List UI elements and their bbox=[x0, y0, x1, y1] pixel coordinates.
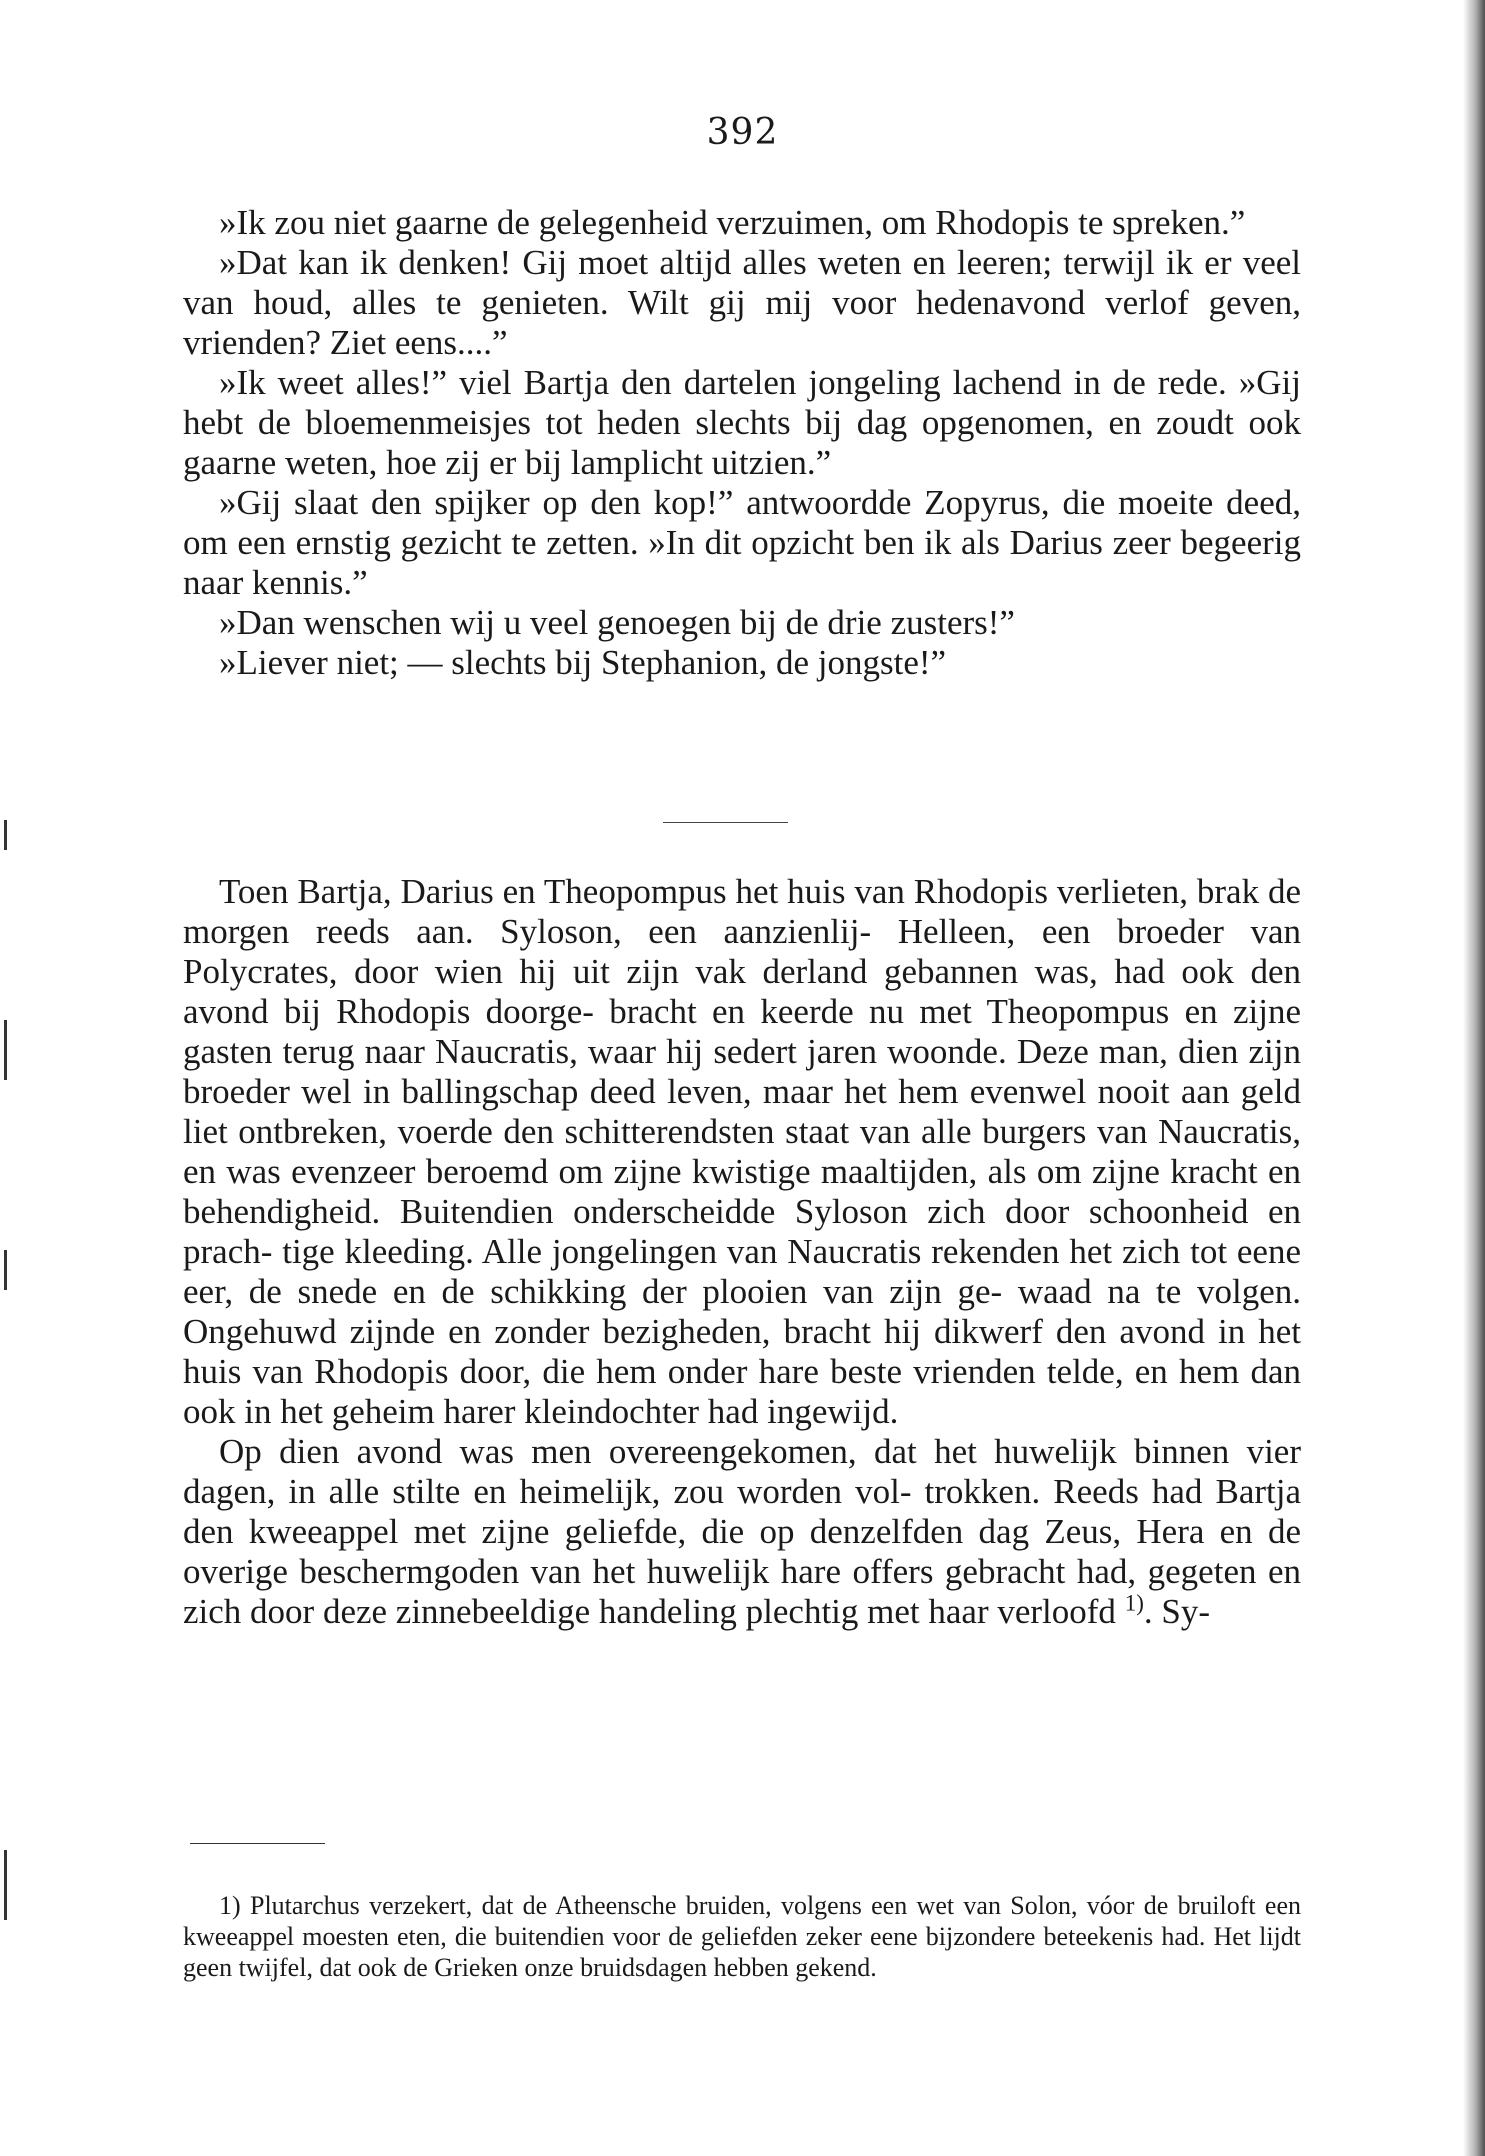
dialogue-paragraph: »Ik weet alles!” viel Bartja den dartelen jongeling lachend in de rede. »Gij hebt de bloemenmeisjes tot heden slechts bij dag opgenomen, en zoudt ook gaarne weten, hoe zij er bij lamplicht uitzien.” bbox=[183, 363, 1301, 482]
page-number: 392 bbox=[706, 112, 779, 153]
narrative-paragraph-text: Op dien avond was men overeengekomen, dat het huwelijk binnen vier dagen, in alle stilte en heimelijk, zou worden vol- trokken. Reeds had Bartja den kweeappel met zijne geliefde, die op denzelfden dag Zeus, Hera en de overige beschermgoden van het huwelijk hare offers gebracht had, gegeten en zich door deze zinnebeeldige handeling plechtig met haar verloofd bbox=[183, 1432, 1301, 1631]
footnote-paragraph bbox=[183, 1890, 1301, 1983]
dialogue-paragraph: »Dan wenschen wij u veel genoegen bij de drie zusters!” bbox=[219, 603, 1015, 642]
footnote-reference[interactable]: 1) bbox=[1124, 1590, 1144, 1616]
margin-mark bbox=[4, 820, 7, 850]
footnote-marker: 1) bbox=[219, 1891, 241, 1920]
narrative-paragraph: Toen Bartja, Darius en Theopompus het huis van Rhodopis verlieten, brak de morgen reeds aan. Syloson, een aanzienlij- Helleen, een broeder van Polycrates, door wien hij uit zijn vak derland gebannen was, had ook den avond bij Rhodopis doorge- bracht en keerde nu met Theopompus en zijne gasten terug naar Naucratis, waar hij sedert jaren woonde. Deze man, dien zijn broeder wel in ballingschap deed leven, maar het hem evenwel nooit aan geld liet ontbreken, voerde den schitterendsten staat van alle burgers van Naucratis, en was evenzeer beroemd om zijne kwistige maaltijden, als om zijne kracht en behendigheid. Buitendien onderscheidde Syloson zich door schoonheid en prach- tige kleeding. Alle jongelingen van Naucratis rekenden het zich tot eene eer, de snede en de schikking der plooien van zijn ge- waad na te volgen. Ongehuwd zijnde en zonder bezigheden, bracht hij dikwerf den avond in het huis van Rhodopis door, die hem onder hare beste vrienden telde, en hem dan ook in het geheim harer kleindochter had ingewijd. bbox=[183, 872, 1301, 1431]
dialogue-paragraph: »Ik zou niet gaarne de gelegenheid verzuimen, om Rhodopis te spreken.” bbox=[219, 203, 1246, 242]
dialogue-paragraph: »Gij slaat den spijker op den kop!” antwoordde Zopyrus, die moeite deed, om een ernstig gezicht te zetten. »In dit opzicht ben ik als Darius zeer begeerig naar kennis.” bbox=[183, 483, 1301, 602]
dialogue-paragraph: »Liever niet; — slechts bij Stephanion, de jongste!” bbox=[219, 643, 947, 682]
footnote-divider bbox=[190, 1843, 325, 1844]
narrative-paragraph-tail: . Sy- bbox=[1143, 1592, 1210, 1631]
footnote-text: Plutarchus verzekert, dat de Atheensche bruiden, volgens een wet van Solon, vóor de bruiloft een kweeappel moesten eten, die buitendien voor de geliefden zeker eene bijzondere beteekenis had. Het lijdt geen twijfel, dat ook de Grieken onze bruidsdagen hebben gekend. bbox=[183, 1891, 1301, 1982]
margin-mark bbox=[4, 1250, 7, 1290]
section-divider bbox=[663, 822, 788, 823]
page-edge-shadow bbox=[1463, 0, 1485, 2156]
narrative-paragraph bbox=[183, 1432, 1301, 1632]
margin-mark bbox=[4, 1850, 7, 1920]
margin-mark bbox=[4, 1020, 7, 1080]
narrative-section bbox=[183, 872, 1301, 1632]
dialogue-section bbox=[183, 203, 1301, 683]
footnote bbox=[183, 1890, 1301, 1983]
dialogue-paragraph: »Dat kan ik denken! Gij moet altijd alles weten en leeren; terwijl ik er veel van houd, alles te genieten. Wilt gij mij voor hedenavond verlof geven, vrienden? Ziet eens....” bbox=[183, 243, 1301, 362]
